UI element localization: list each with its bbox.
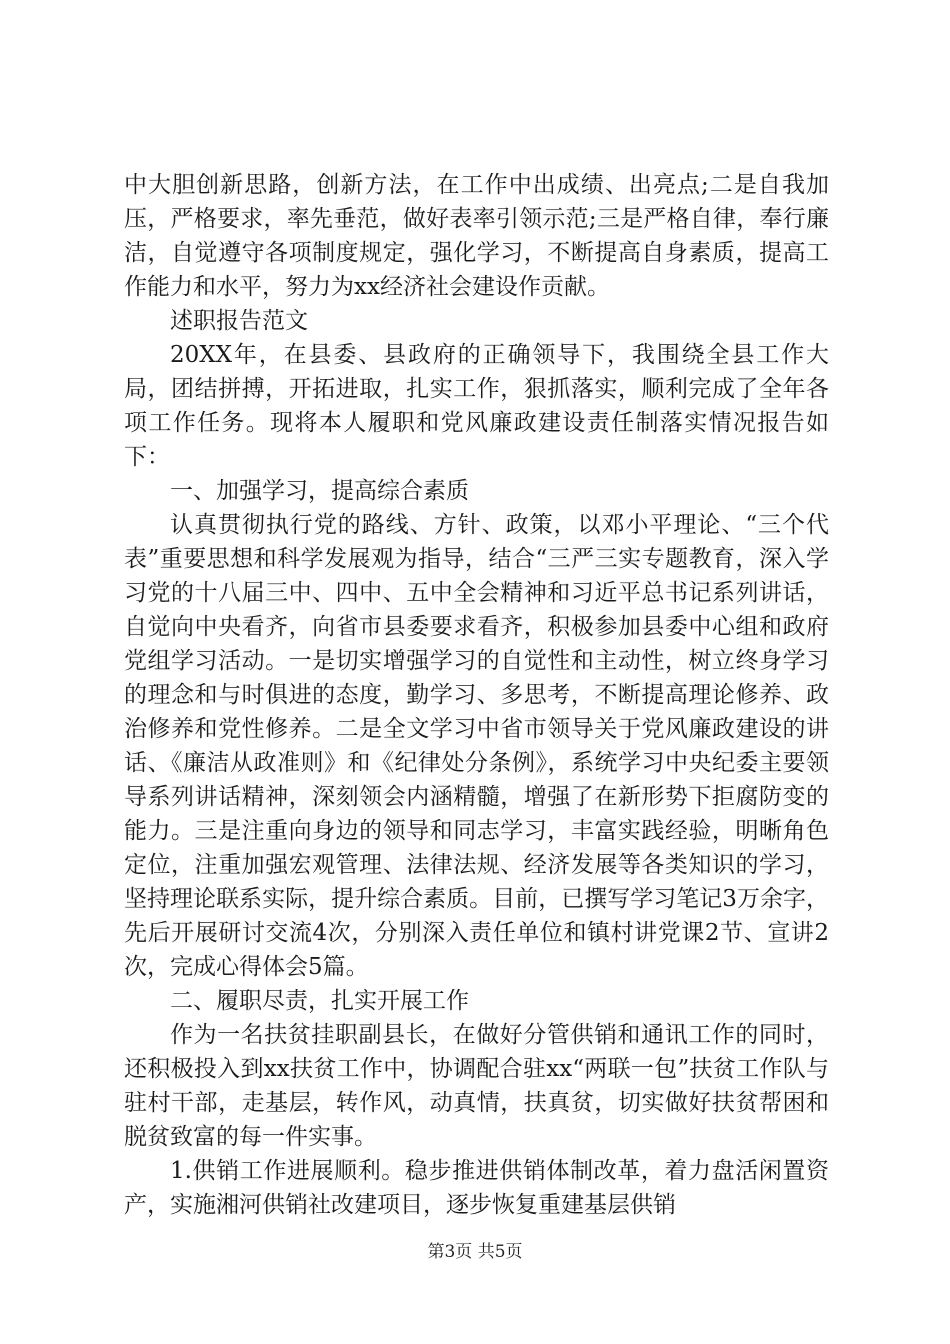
paragraph: 中大胆创新思路，创新方法，在工作中出成绩、出亮点;二是自我加压，严格要求，率先垂范，做好表率引领示范;三是严格自律，奉行廉洁，自觉遵守各项制度规定，强化学习，不断提高自身素质，提高工作能力和水平，努力为xx经济社会建设作贡献。 bbox=[124, 172, 829, 300]
paragraph: 作为一名扶贫挂职副县长，在做好分管供销和通讯工作的同时，还积极投入到xx扶贫工作中，协调配合驻xx“两联一包”扶贫工作队与驻村干部，走基层，转作风，动真情，扶真贫，切实做好扶贫帮困和脱贫致富的每一件实事。 bbox=[124, 1022, 829, 1150]
section-heading: 二、履职尽责，扎实开展工作 bbox=[170, 988, 469, 1014]
paragraph: 20XX年，在县委、县政府的正确领导下，我围绕全县工作大局，团结拼搏，开拓进取，扎实工作，狠抓落实，顺利完成了全年各项工作任务。现将本人履职和党风廉政建设责任制落实情况报告如下： bbox=[124, 342, 829, 470]
section-title: 述职报告范文 bbox=[170, 308, 308, 334]
section-heading: 一、加强学习，提高综合素质 bbox=[170, 478, 469, 504]
paragraph: 1.供销工作进展顺利。稳步推进供销体制改革，着力盘活闲置资产，实施湘河供销社改建项目，逐步恢复重建基层供销 bbox=[124, 1158, 829, 1218]
page-number-footer: 第3页 共5页 bbox=[427, 1242, 523, 1262]
paragraph: 认真贯彻执行党的路线、方针、政策，以邓小平理论、“三个代表”重要思想和科学发展观为指导，结合“三严三实专题教育，深入学习党的十八届三中、四中、五中全会精神和习近平总书记系列讲话，自觉向中央看齐，向省市县委要求看齐，积极参加县委中心组和政府党组学习活动。一是切实增强学习的自觉性和主动性，树立终身学习的理念和与时俱进的态度，勤学习、多思考，不断提高理论修养、政治修养和党性修养。二是全文学习中省市领导关于党风廉政建设的讲话、《廉洁从政准则》和《纪律处分条例》，系统学习中央纪委主要领导系列讲话精神，深刻领会内涵精髓，增强了在新形势下拒腐防变的能力。三是注重向身边的领导和同志学习，丰富实践经验，明晰角色定位，注重加强宏观管理、法律法规、经济发展等各类知识的学习，坚持理论联系实际，提升综合素质。目前，已撰写学习笔记3万余字，先后开展研讨交流4次，分别深入责任单位和镇村讲党课2节、宣讲2次，完成心得体会5篇。 bbox=[124, 512, 829, 980]
document-body bbox=[124, 168, 829, 1222]
